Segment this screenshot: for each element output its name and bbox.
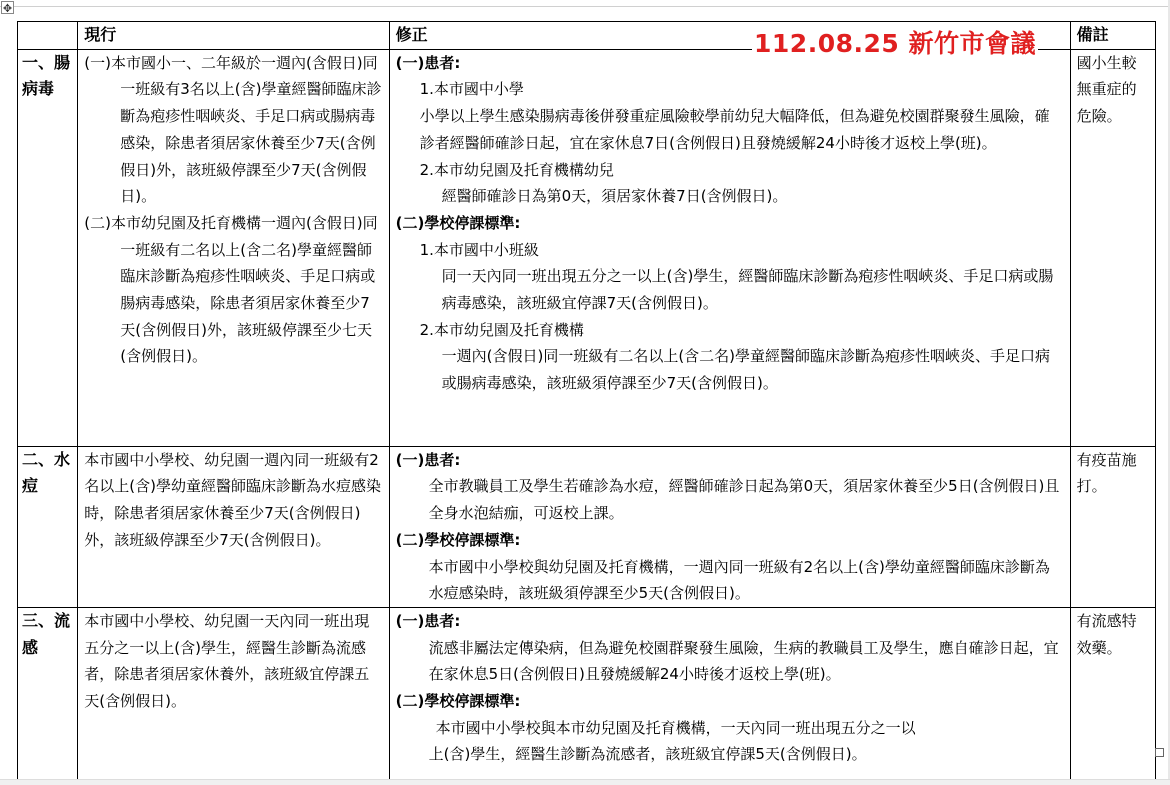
meeting-stamp: 112.08.25 新竹市會議 [752, 26, 1038, 62]
section-body: 全市教職員工及學生若確診為水痘，經醫師確診日起為第0天，須居家休養至少5日(含例假日)且全身水泡結痂，可返校上課。 [428, 477, 1060, 523]
table-row [18, 49, 1156, 446]
section-body: 本市國中小學校與本市幼兒園及托育機構，一天內同一班出現五分之一以 [435, 718, 916, 737]
section-title: (一)患者: [395, 611, 461, 630]
sub-item-body: 小學以上學生感染腸病毒後併發重症風險較學前幼兒大幅降低，但為避免校園群聚發生風險，確診者經醫師確診日起，宜在家休息7日(含例假日)且發燒緩解24小時後才返校上學(班)。 [419, 107, 1050, 152]
bottom-scroll-area [0, 779, 1170, 785]
section-body: 流感非屬法定傳染病，但為避免校園群聚發生風險，生病的教職員工及學生，應自確診日起，宜在家休息5日(含例假日)且發燒緩解24小時後才返校上學(班)。 [428, 638, 1059, 684]
header-category [18, 22, 78, 50]
section-title: (二)學校停課標準: [395, 530, 521, 549]
table-row [18, 446, 1156, 607]
category-cell: 三、流感 [22, 610, 71, 657]
current-item: 本市國中小學校、幼兒園一天內同一班出現五分之一以上(含)學生，經醫生診斷為流感者，除患者須居家休養外，該班級宜停課五天(含例假日)。 [84, 611, 370, 711]
section-title: (二)學校停課標準: [395, 213, 521, 232]
header-note: 備註 [1070, 22, 1155, 50]
regulation-table [17, 21, 1156, 781]
section-body: 本市國中小學校與幼兒園及托育機構，一週內同一班級有2名以上(含)學幼童經醫師臨床診斷為水痘感染時，該班級須停課至少5天(含例假日)。 [428, 557, 1050, 603]
category-cell: 一、腸病毒 [22, 52, 71, 99]
sub-item-body: 經醫師確診日為第0天，須居家休養7日(含例假日)。 [441, 187, 788, 206]
sub-item-body: 一週內(含假日)同一班級有二名以上(含二名)學童經醫師臨床診斷為疱疹性咽峽炎、手足口病或腸病毒感染，該班級須停課至少7天(含例假日)。 [441, 347, 1051, 393]
sub-item: 1.本市國中小學 [419, 80, 524, 99]
table-resize-handle-icon[interactable] [1155, 748, 1164, 757]
current-item: (二)本市幼兒園及托育機構一週內(含假日)同一班級有二名以上(含二名)學童經醫師臨床診斷為疱疹性咽峽炎、手足口病或腸病毒感染，除患者須居家休養至少7天(含例假日)外，該班級停課至少七天(含例假日)。 [84, 213, 378, 366]
top-ruler [0, 0, 1170, 7]
header-revised: 修正 [389, 22, 1070, 50]
current-item: 本市國中小學校、幼兒園一週內同一班級有2名以上(含)學幼童經醫師臨床診斷為水痘感染時，除患者須居家休養至少7天(含例假日)外，該班級停課至少7天(含例假日)。 [84, 450, 381, 549]
current-item: (一)本市國小一、二年級於一週內(含假日)同一班級有3名以上(含)學童經醫師臨床診斷為疱疹性咽峽炎、手足口病或腸病毒感染，除患者須居家休養至少7天(含例假日)外，該班級停課至少7天(含例假日)。 [84, 53, 382, 206]
section-title: (一)患者: [395, 53, 461, 72]
category-cell: 二、水痘 [22, 449, 71, 496]
sub-item: 1.本市國中小班級 [419, 240, 539, 259]
sub-item-body: 同一天內同一班出現五分之一以上(含)學生，經醫師臨床診斷為疱疹性咽峽炎、手足口病或腸病毒感染，該班級宜停課7天(含例假日)。 [441, 267, 1054, 313]
table-move-handle-icon[interactable]: ✥ [2, 2, 13, 15]
note-cell: 有疫苗施打。 [1076, 450, 1137, 496]
header-current: 現行 [78, 22, 389, 50]
section-title: (一)患者: [395, 450, 461, 469]
sub-item: 2.本市幼兒園及托育機構 [419, 320, 584, 339]
note-cell: 有流感特效藥。 [1076, 611, 1137, 657]
section-body: 上(含)學生，經醫生診斷為流感者，該班級宜停課5天(含例假日)。 [428, 745, 867, 764]
note-cell: 國小生較無重症的危險。 [1076, 53, 1137, 126]
section-title: (二)學校停課標準: [395, 692, 521, 711]
table-row [18, 607, 1156, 780]
sub-item: 2.本市幼兒園及托育機構幼兒 [419, 160, 614, 179]
